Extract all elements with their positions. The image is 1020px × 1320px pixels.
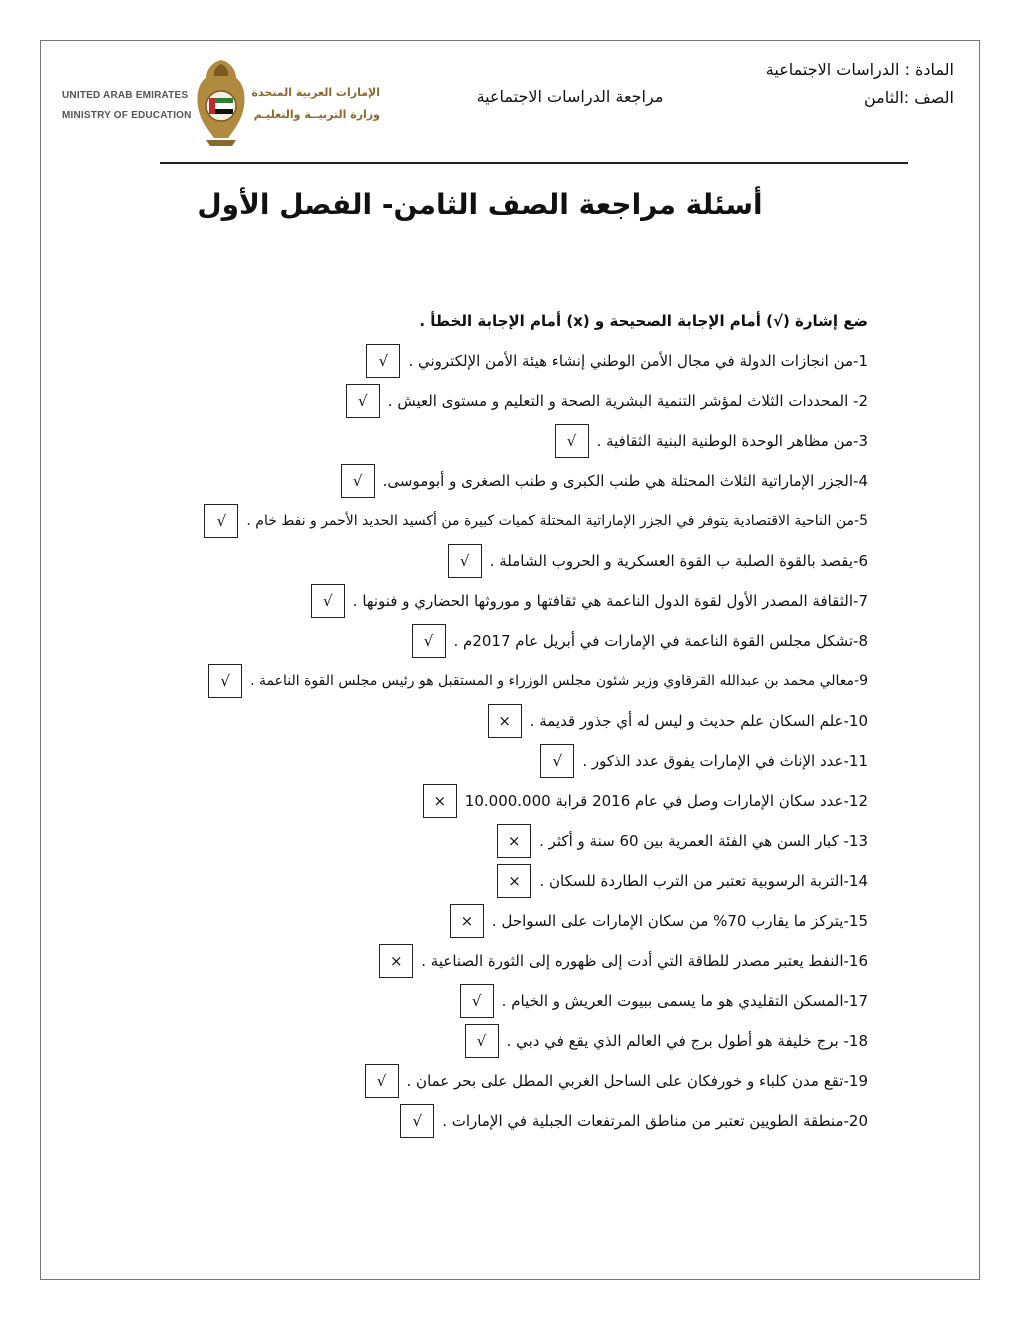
logo-en-line1: UNITED ARAB EMIRATES — [62, 90, 189, 101]
falcon-emblem-icon — [192, 56, 250, 148]
answer-box[interactable]: × — [488, 704, 522, 738]
question-text: 17-المسكن التقليدي هو ما يسمى ببيوت العريش و الخيام . — [501, 992, 868, 1010]
question-item — [488, 704, 868, 738]
question-item — [365, 1064, 868, 1098]
answer-box[interactable]: × — [450, 904, 484, 938]
header-divider — [160, 162, 908, 164]
question-text: 10-علم السكان علم حديث و ليس له أي جذور قديمة . — [529, 712, 868, 730]
question-text: 3-من مظاهر الوحدة الوطنية البنية الثقافية . — [596, 432, 868, 450]
question-text: 4-الجزر الإماراتية الثلاث المحتلة هي طنب الكبرى و طنب الصغرى و أبوموسى. — [382, 472, 868, 490]
answer-box[interactable]: √ — [460, 984, 494, 1018]
question-text: 11-عدد الإناث في الإمارات يفوق عدد الذكور . — [582, 752, 868, 770]
question-item — [460, 984, 868, 1018]
question-text: 5-من الناحية الاقتصادية يتوفر في الجزر الإماراتية المحتلة كميات كبيرة من أكسيد الحديد الأحمر و نفط خام . — [246, 513, 868, 529]
question-item — [497, 824, 868, 858]
answer-box[interactable]: × — [379, 944, 413, 978]
question-text: 14-التربة الرسوبية تعتبر من الترب الطاردة للسكان . — [539, 872, 868, 890]
question-text: 2- المحددات الثلاث لمؤشر التنمية البشرية الصحة و التعليم و مستوى العيش . — [387, 392, 868, 410]
logo-ar-line2: وزارة التربيــة والتعليـم — [253, 108, 380, 121]
question-text: 19-تقع مدن كلباء و خورفكان على الساحل الغربي المطل على بحر عمان . — [406, 1072, 868, 1090]
answer-box[interactable]: √ — [208, 664, 242, 698]
question-item — [346, 384, 868, 418]
question-item — [341, 464, 868, 498]
instructions: ضع إشارة (√) أمام الإجابة الصحيحة و (x) أمام الإجابة الخطأ . — [419, 312, 868, 330]
question-item — [423, 784, 868, 818]
question-item — [311, 584, 868, 618]
question-text: 6-يقصد بالقوة الصلبة ب القوة العسكرية و الحروب الشاملة . — [489, 552, 868, 570]
answer-box[interactable]: √ — [448, 544, 482, 578]
question-text: 16-النفط يعتبر مصدر للطاقة التي أدت إلى ظهوره إلى الثورة الصناعية . — [421, 952, 868, 970]
review-heading: مراجعة الدراسات الاجتماعية — [476, 87, 664, 106]
question-item — [540, 744, 868, 778]
answer-box[interactable]: √ — [346, 384, 380, 418]
question-text: 8-تشكل مجلس القوة الناعمة في الإمارات في أبريل عام 2017م . — [453, 632, 868, 650]
answer-box[interactable]: √ — [540, 744, 574, 778]
grade-label: الصف :الثامن — [863, 88, 954, 107]
question-item — [412, 624, 869, 658]
question-item — [208, 664, 868, 698]
ministry-logo — [60, 56, 382, 148]
question-text: 18- برج خليفة هو أطول برج في العالم الذي يقع في دبي . — [506, 1032, 868, 1050]
answer-box[interactable]: √ — [412, 624, 446, 658]
question-item — [379, 944, 868, 978]
answer-box[interactable]: × — [423, 784, 457, 818]
answer-box[interactable]: √ — [311, 584, 345, 618]
page-title: أسئلة مراجعة الصف الثامن- الفصل الأول — [197, 188, 763, 221]
question-item — [204, 504, 868, 538]
answer-box[interactable]: × — [497, 864, 531, 898]
answer-box[interactable]: √ — [400, 1104, 434, 1138]
question-text: 7-الثقافة المصدر الأول لقوة الدول الناعمة هي ثقافتها و موروثها الحضاري و فنونها . — [352, 592, 868, 610]
question-text: 20-منطقة الطويين تعتبر من مناطق المرتفعات الجبلية في الإمارات . — [442, 1112, 868, 1130]
question-item — [497, 864, 868, 898]
answer-box[interactable]: √ — [555, 424, 589, 458]
answer-box[interactable]: √ — [341, 464, 375, 498]
question-text: 15-يتركز ما يقارب 70% من سكان الإمارات على السواحل . — [491, 912, 868, 930]
question-item — [465, 1024, 868, 1058]
answer-box[interactable]: √ — [465, 1024, 499, 1058]
answer-box[interactable]: √ — [204, 504, 238, 538]
answer-box[interactable]: √ — [365, 1064, 399, 1098]
answer-box[interactable]: × — [497, 824, 531, 858]
question-text: 13- كبار السن هي الفئة العمرية بين 60 سنة و أكثر . — [539, 832, 868, 850]
question-item — [450, 904, 868, 938]
logo-ar-line1: الإمارات العربية المتحدة — [251, 86, 380, 99]
logo-en-line2: MINISTRY OF EDUCATION — [62, 110, 192, 121]
question-item — [448, 544, 868, 578]
answer-box[interactable]: √ — [366, 344, 400, 378]
question-text: 9-معالي محمد بن عبدالله القرقاوي وزير شئون مجلس الوزراء و المستقبل هو رئيس مجلس القوة الناعمة . — [250, 673, 868, 689]
question-item — [400, 1104, 868, 1138]
question-item — [366, 344, 868, 378]
question-text: 1-من انجازات الدولة في مجال الأمن الوطني إنشاء هيئة الأمن الإلكتروني . — [408, 352, 868, 370]
question-text: 12-عدد سكان الإمارات وصل في عام 2016 قرابة 10.000.000 — [464, 792, 868, 810]
subject-label: المادة : الدراسات الاجتماعية — [765, 60, 954, 79]
question-item — [555, 424, 868, 458]
